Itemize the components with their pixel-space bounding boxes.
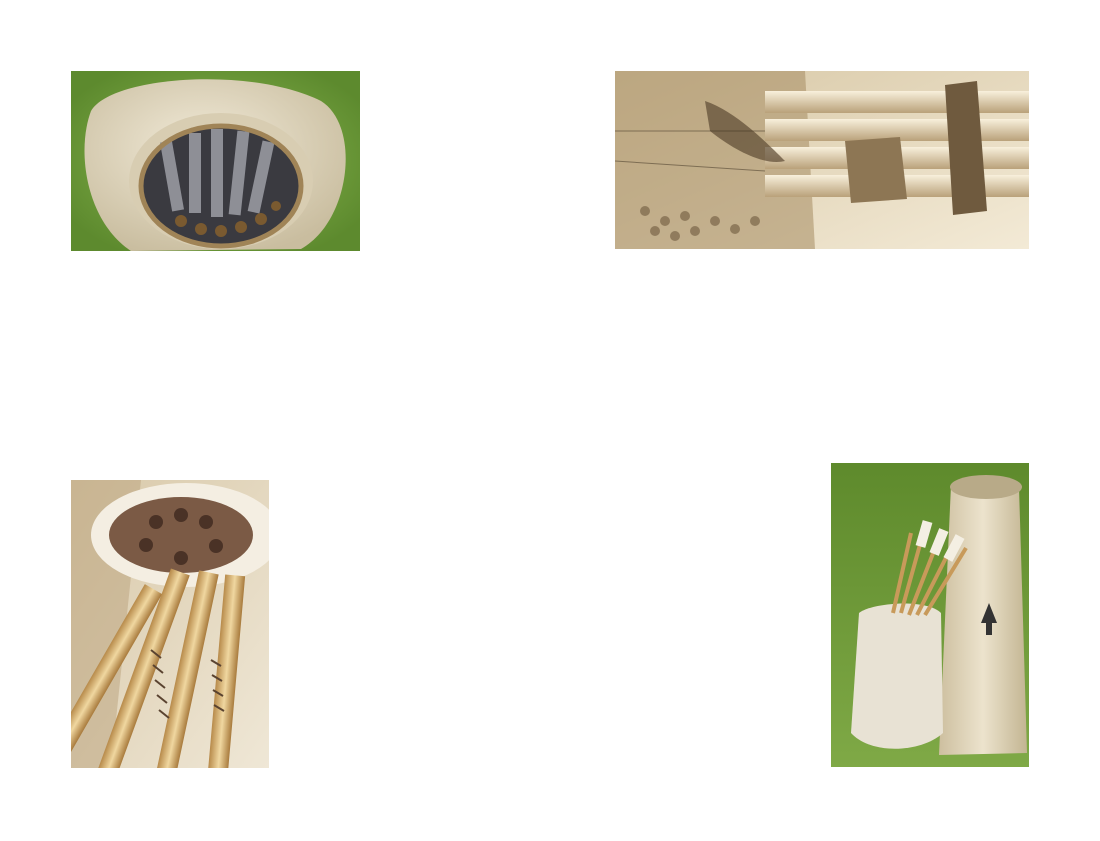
- divider-quiver-photo: [71, 480, 269, 768]
- wicker-quiver-photo: [71, 71, 360, 251]
- left-running-head: [66, 37, 76, 48]
- right-running-head: [1022, 37, 1032, 48]
- two-quivers-photo: [831, 463, 1029, 767]
- arrow-bundle-drawing: [615, 71, 1029, 249]
